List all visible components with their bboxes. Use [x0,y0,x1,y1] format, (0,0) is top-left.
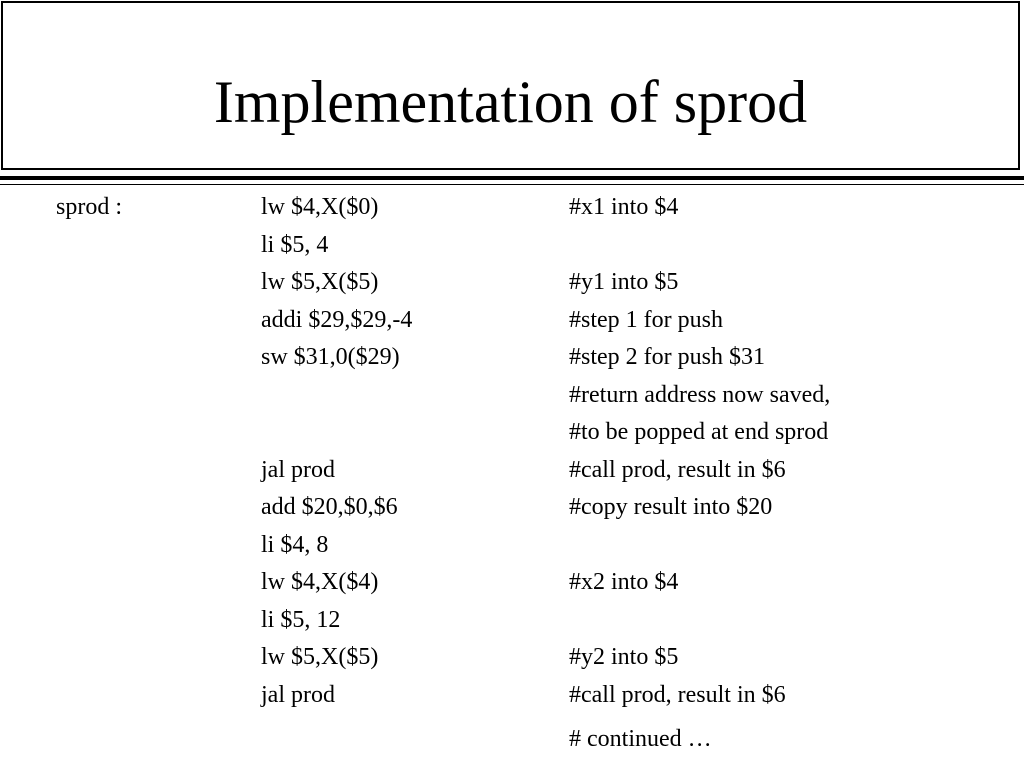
comment: #to be popped at end sprod [569,419,829,445]
title-divider-thick [0,176,1024,180]
instruction: lw $5,X($5) [261,644,379,670]
instruction: li $5, 4 [261,232,329,258]
comment: #call prod, result in $6 [569,682,786,708]
comment: #x1 into $4 [569,194,679,220]
procedure-label: sprod : [56,194,122,220]
instruction: li $4, 8 [261,532,329,558]
instruction: lw $4,X($0) [261,194,379,220]
comment: #y2 into $5 [569,644,679,670]
title-box [1,1,1020,170]
instruction: add $20,$0,$6 [261,494,398,520]
instruction: lw $5,X($5) [261,269,379,295]
instruction: sw $31,0($29) [261,344,400,370]
comment: #call prod, result in $6 [569,457,786,483]
instruction: jal prod [261,682,335,708]
title-divider-thin [0,184,1024,185]
instruction: jal prod [261,457,335,483]
comment: #step 2 for push $31 [569,344,765,370]
instruction: addi $29,$29,-4 [261,307,413,333]
slide-title: Implementation of sprod [213,69,808,135]
comment: #y1 into $5 [569,269,679,295]
instruction: lw $4,X($4) [261,569,379,595]
comment: #copy result into $20 [569,494,773,520]
comment: #x2 into $4 [569,569,679,595]
instruction: li $5, 12 [261,607,341,633]
comment: #step 1 for push [569,307,723,333]
comment: #return address now saved, [569,382,831,408]
continued-comment: # continued … [569,726,712,752]
